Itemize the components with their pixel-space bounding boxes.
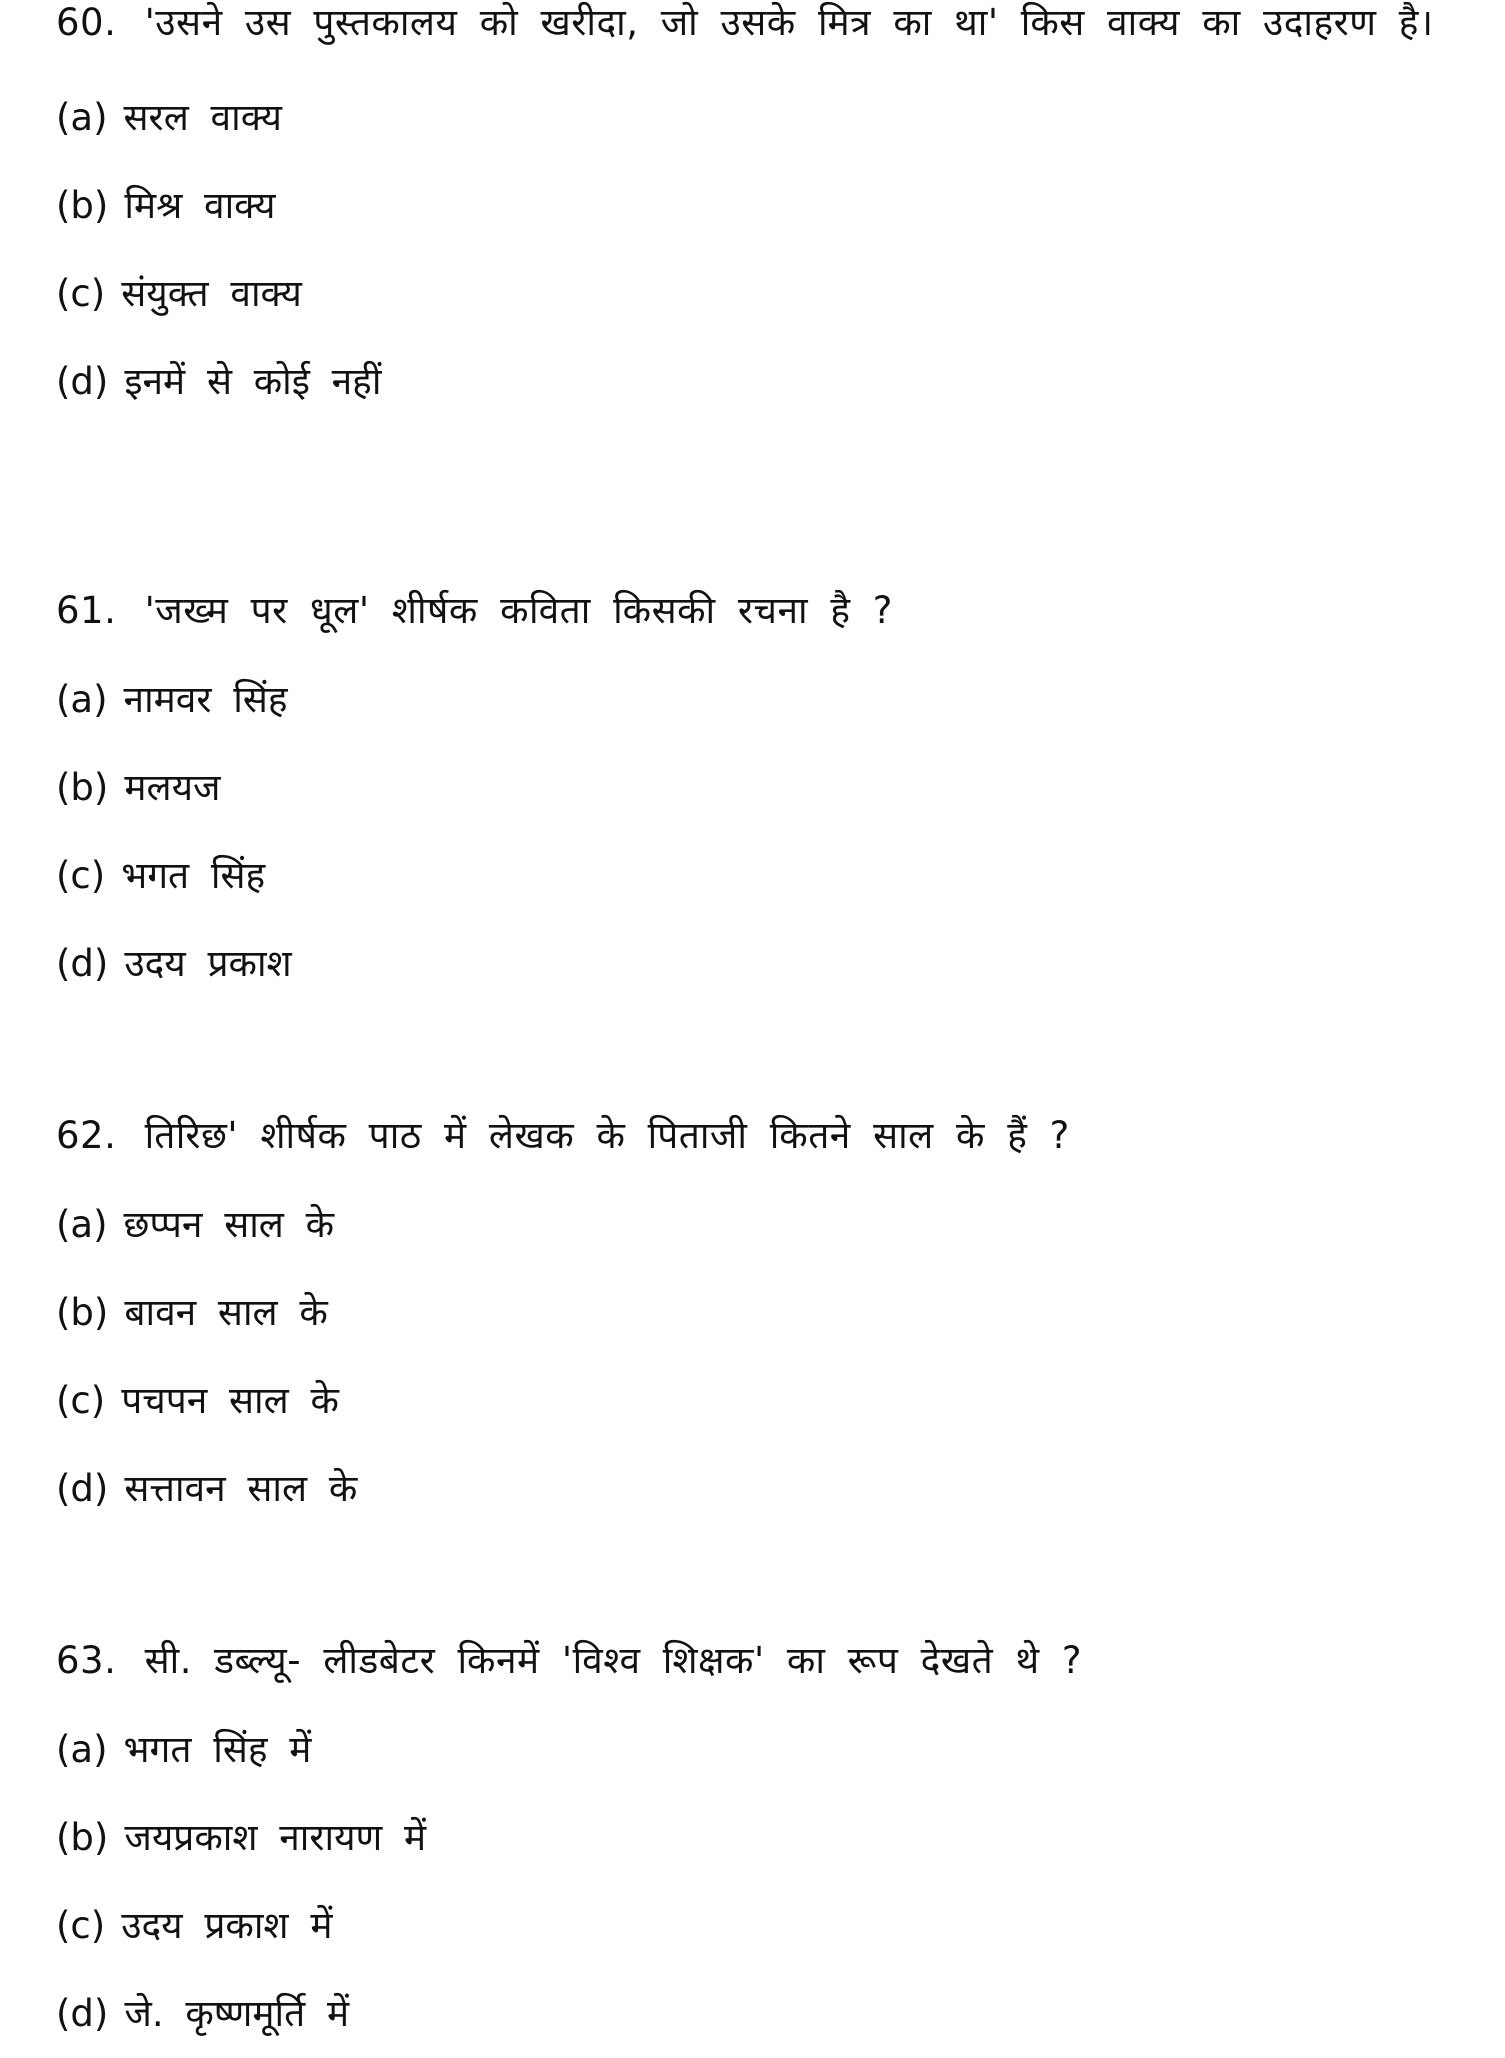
option-letter: (b): [56, 1816, 109, 1859]
option-b: [56, 1269, 1456, 1357]
option-text: मलयज: [124, 766, 221, 809]
question-body: 'उसने उस पुस्तकालय को खरीदा, जो उसके मित्र का था' किस वाक्य का उदाहरण है।: [144, 1, 1434, 44]
question-body: तिरिछ' शीर्षक पाठ में लेखक के पिताजी कितने साल के हैं ?: [144, 1114, 1070, 1157]
option-text: बावन साल के: [124, 1291, 328, 1334]
option-d: [56, 920, 1456, 1008]
option-letter: (c): [56, 1379, 106, 1422]
option-text: पचपन साल के: [121, 1379, 339, 1422]
option-letter: (d): [56, 942, 109, 985]
option-c: [56, 1882, 1456, 1970]
option-letter: (b): [56, 184, 109, 227]
option-letter: (d): [56, 1992, 109, 2035]
question-61: [56, 580, 1456, 1008]
question-number: 61.: [56, 589, 117, 632]
option-a: [56, 74, 1456, 162]
option-a: [56, 656, 1456, 744]
option-text: सत्तावन साल के: [124, 1467, 358, 1510]
option-d: [56, 1445, 1456, 1533]
option-letter: (c): [56, 854, 106, 897]
question-63: [56, 1630, 1456, 2058]
option-letter: (c): [56, 1904, 106, 1947]
option-text: भगत सिंह में: [123, 1728, 312, 1771]
option-letter: (b): [56, 766, 109, 809]
question-number: 63.: [56, 1639, 117, 1682]
option-text: छप्पन साल के: [123, 1203, 335, 1246]
question-60: [56, 0, 1456, 426]
option-letter: (a): [56, 678, 108, 721]
question-body: 'जख्म पर धूल' शीर्षक कविता किसकी रचना है ?: [144, 589, 893, 632]
option-text: जयप्रकाश नारायण में: [124, 1816, 427, 1859]
option-list: [56, 1181, 1456, 1533]
option-letter: (c): [56, 272, 106, 315]
option-letter: (d): [56, 360, 109, 403]
option-b: [56, 162, 1456, 250]
question-number: 62.: [56, 1114, 117, 1157]
option-a: [56, 1706, 1456, 1794]
option-a: [56, 1181, 1456, 1269]
option-text: उदय प्रकाश में: [121, 1904, 333, 1947]
option-d: [56, 338, 1456, 426]
question-number: 60.: [56, 1, 117, 44]
option-letter: (a): [56, 96, 108, 139]
option-c: [56, 832, 1456, 920]
option-letter: (a): [56, 1728, 108, 1771]
option-text: मिश्र वाक्य: [124, 184, 276, 227]
question-text: [56, 1630, 1456, 1692]
option-text: भगत सिंह: [121, 854, 266, 897]
option-letter: (b): [56, 1291, 109, 1334]
option-b: [56, 1794, 1456, 1882]
question-text: [56, 1105, 1456, 1167]
option-text: सरल वाक्य: [123, 96, 282, 139]
option-letter: (d): [56, 1467, 109, 1510]
option-letter: (a): [56, 1203, 108, 1246]
option-text: संयुक्त वाक्य: [121, 272, 302, 315]
option-text: उदय प्रकाश: [124, 942, 292, 985]
option-c: [56, 1357, 1456, 1445]
option-list: [56, 1706, 1456, 2058]
question-text: [56, 580, 1456, 642]
option-text: इनमें से कोई नहीं: [124, 360, 382, 403]
option-text: नामवर सिंह: [123, 678, 288, 721]
question-text: [56, 0, 1456, 54]
option-b: [56, 744, 1456, 832]
option-list: [56, 74, 1456, 426]
option-list: [56, 656, 1456, 1008]
option-text: जे. कृष्णमूर्ति में: [124, 1992, 350, 2035]
question-62: [56, 1105, 1456, 1533]
question-body: सी. डब्ल्यू- लीडबेटर किनमें 'विश्व शिक्षक' का रूप देखते थे ?: [144, 1639, 1082, 1682]
option-d: [56, 1970, 1456, 2058]
option-c: [56, 250, 1456, 338]
